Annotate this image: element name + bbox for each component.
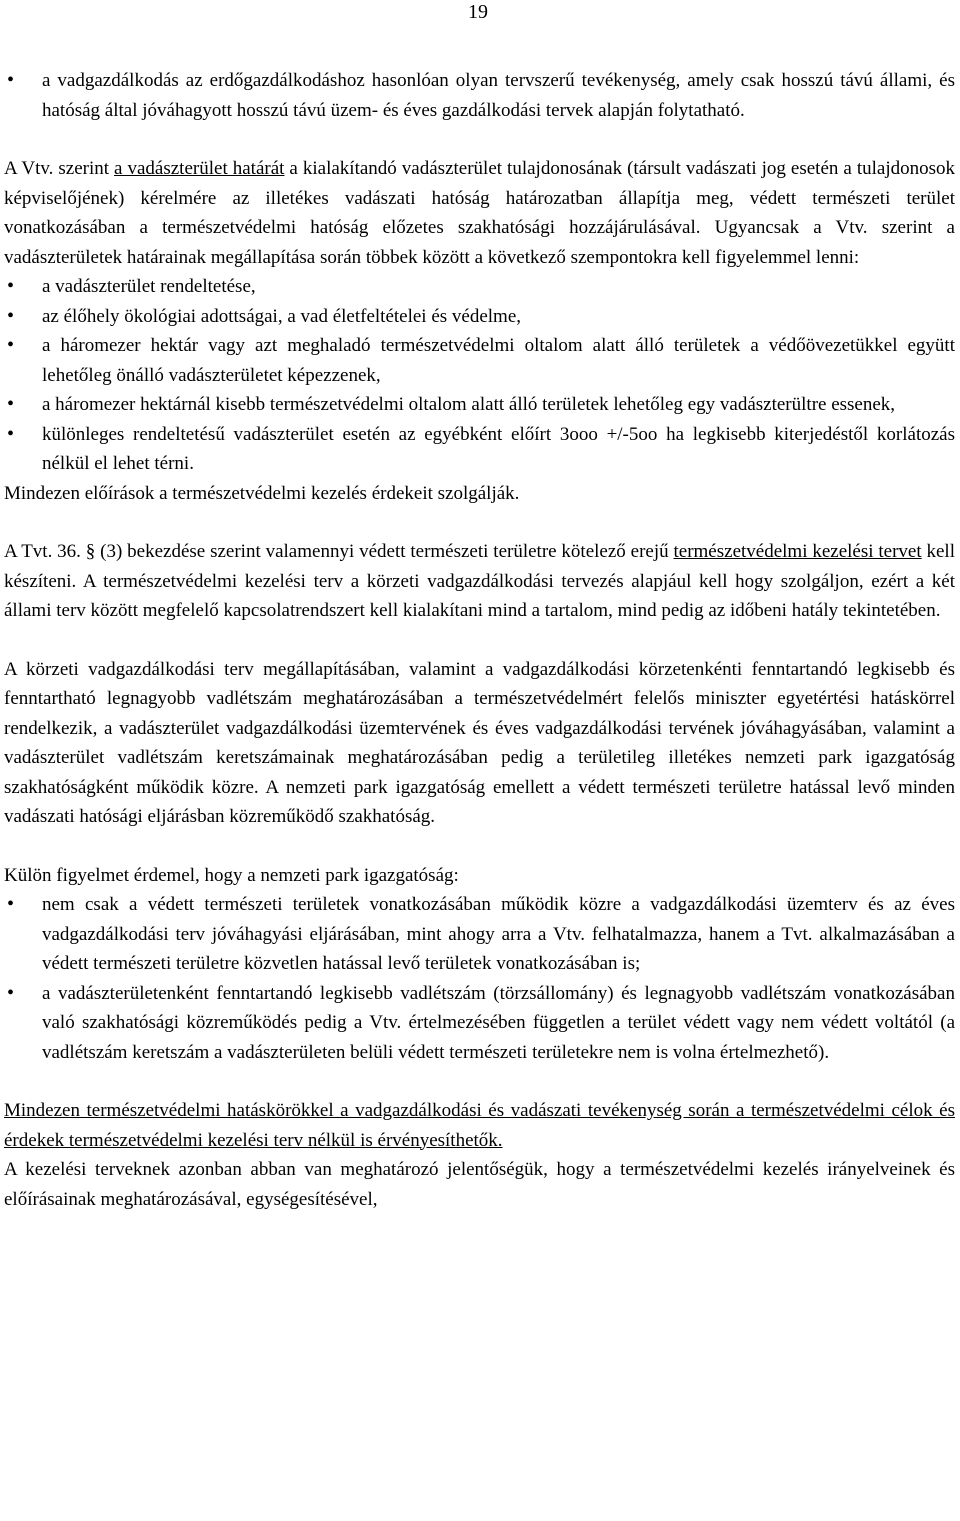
list-item: • a háromezer hektárnál kisebb természetvédelmi oltalom alatt álló területek lehetőleg egy vadászterültre essenek, <box>4 390 955 420</box>
list-item: • az élőhely ökológiai adottságai, a vad életfeltételei és védelme, <box>4 302 955 332</box>
page-content <box>4 66 955 1214</box>
paragraph-tvt: A Tvt. 36. § (3) bekezdése szerint valamennyi védett természeti területre kötelező erejű természetvédelmi kezelési tervet kell készíteni. A természetvédelmi kezelési terv a körzeti vadgazdálkodási tervezés alapjául kell hogy szolgáljon, ezért a két állami terv között megfelelő kapcsolatrendszert kell kialakítani mind a tartalom, mind pedig az időbeni hatály tekintetében. <box>4 541 955 621</box>
list-item: • nem csak a védett természeti területek vonatkozásában működik közre a vadgazdálkodási üzemterv és az éves vadgazdálkodási terv jóváhagyási eljárásában, mint ahogy arra a Vtv. felhatalmazza, hanem a Tvt. alkalmazásában a védett természeti területre közvetlen hatással levő területek vonatkozásában is; <box>4 890 955 979</box>
list-item: • különleges rendeltetésű vadászterület esetén az egyébként előírt 3ooo +/-5oo ha legkisebb kiterjedéstől korlátozás nélkül el lehet térni. <box>4 420 955 479</box>
list-item: • a vadgazdálkodás az erdőgazdálkodáshoz hasonlóan olyan tervszerű tevékenység, amely csak hosszú távú állami, és hatóság által jóváhagyott hosszú távú üzem- és éves gazdálkodási tervek alapján folytatható. <box>4 66 955 125</box>
list-item: • a vadászterületenként fenntartandó legkisebb vadlétszám (törzsállomány) és legnagyobb vadlétszám vonatkozásában való szakhatósági közreműködés pedig a Vtv. értelmezésében független a terület védett vagy nem védett voltától (a vadlétszám keretszám a vadászterületen belüli védett természeti területekre nem is volna értelmezhető). <box>4 979 955 1068</box>
intro-bullet-list <box>4 66 955 125</box>
page-number: 19 <box>468 1 488 23</box>
paragraph-korzeti-terv: A körzeti vadgazdálkodási terv megállapításában, valamint a vadgazdálkodási körzetenkénti fenntartandó legkisebb és fenntartható legnagyobb vadlétszám meghatározásában a természetvédelmért felelős miniszter egyetértési hatáskörrel rendelkezik, a vadászterület vadgazdálkodási üzemtervének és éves vadgazdálkodási tervének jóváhagyásában, valamint a vadászterület vadlétszám keretszámainak meghatározásában pedig a területileg illetékes nemzeti park igazgatóság szakhatóságként működik közre. A nemzeti park igazgatóság emellett a védett természeti területre hatással levő minden vadászati hatósági eljárásban közreműködő szakhatóság. <box>4 658 955 827</box>
paragraph-underlined-conclusion: Mindezen természetvédelmi hatáskörökkel a vadgazdálkodási és vadászati tevékenység során a természetvédelmi célok és érdekek természetvédelmi kezelési terv nélkül is érvényesíthetők. <box>4 1100 955 1151</box>
criteria-bullet-list <box>4 272 955 479</box>
paragraph-kezelesi-tervek: A kezelési terveknek azonban abban van meghatározó jelentőségük, hogy a természetvédelmi kezelés irányelveinek és előírásainak meghatározásával, egységesítésével, <box>4 1159 955 1210</box>
paragraph-summary: Mindezen előírások a természetvédelmi kezelés érdekeit szolgálják. <box>4 482 520 504</box>
list-item: • a háromezer hektár vagy azt meghaladó természetvédelmi oltalom alatt álló területek a védőövezetükkel együtt lehetőleg önálló vadászterületet képezzenek, <box>4 331 955 390</box>
park-bullet-list <box>4 890 955 1067</box>
list-item: • a vadászterület rendeltetése, <box>4 272 955 302</box>
paragraph-vtv: A Vtv. szerint a vadászterület határát a kialakítandó vadászterület tulajdonosának (társult vadászati jog esetén a tulajdonosok képviselőjének) kérelmére az illetékes vadászati hatóság határozatban állapítja meg, védett természeti terület vonatkozásában a természetvédelmi hatóság előzetes szakhatósági hozzájárulásával. Ugyancsak a Vtv. szerint a vadászterületek határainak megállapítása során többek között a következő szempontokra kell figyelemmel lenni: <box>4 158 956 268</box>
paragraph-kulon-figyelmet: Külön figyelmet érdemel, hogy a nemzeti park igazgatóság: <box>4 864 459 886</box>
